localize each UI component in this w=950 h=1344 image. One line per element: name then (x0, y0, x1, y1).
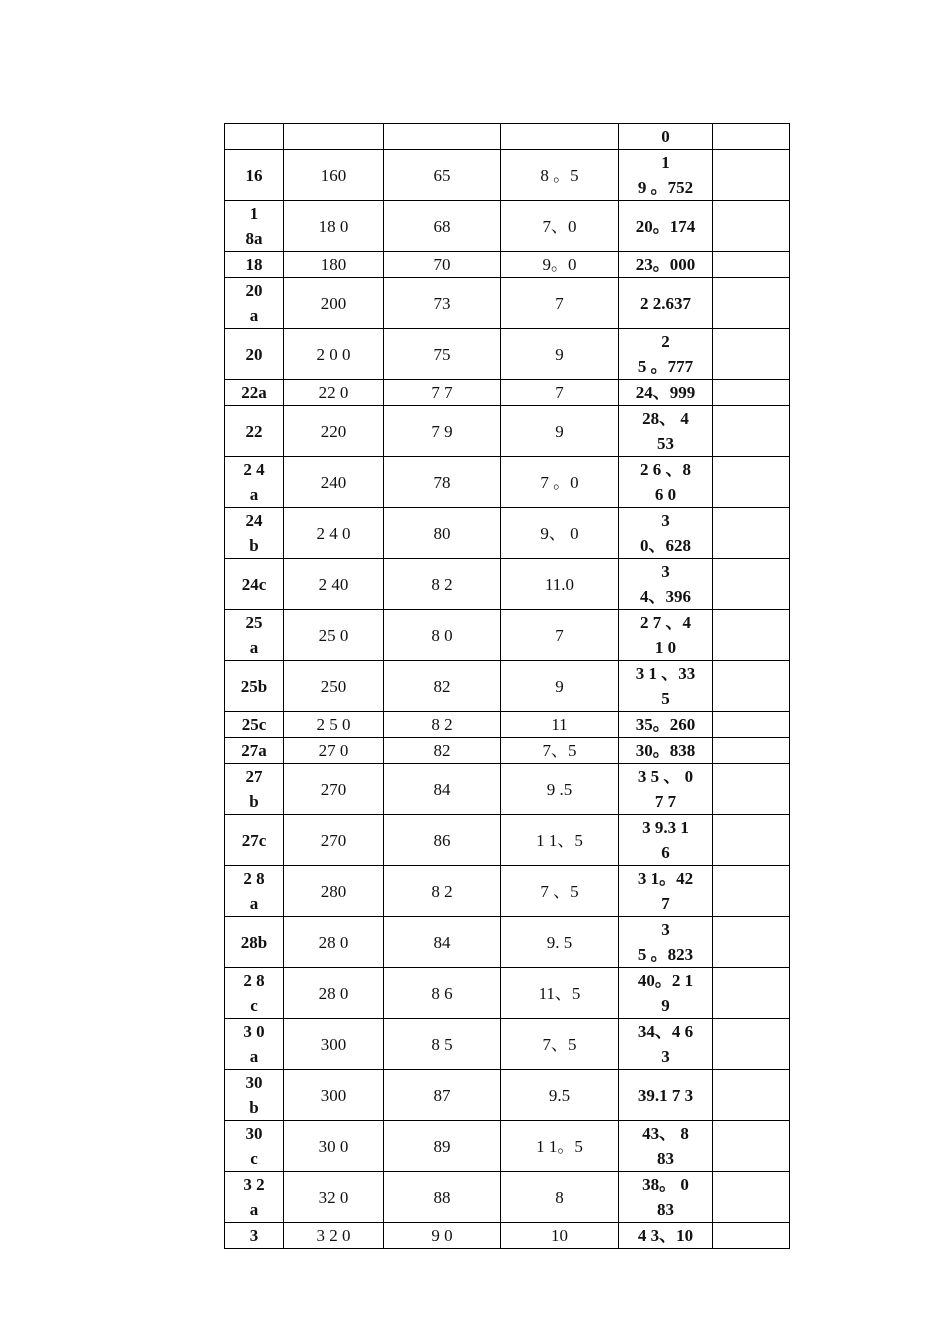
table-cell-col2: 2 0 0 (284, 329, 384, 380)
table-cell-col2: 3 2 0 (284, 1223, 384, 1249)
table-cell-col6 (713, 1172, 790, 1223)
table-cell-col5: 4 3、10 (619, 1223, 713, 1249)
table-cell-col2: 27 0 (284, 738, 384, 764)
table-cell-col1: 27c (225, 815, 284, 866)
table-cell-col3 (384, 124, 501, 150)
table-cell-col2: 240 (284, 457, 384, 508)
table-cell-col5: 3 9.3 1 6 (619, 815, 713, 866)
table-cell-col4: 9 .5 (501, 764, 619, 815)
table-cell-col4 (501, 124, 619, 150)
table-cell-col5: 20。174 (619, 201, 713, 252)
table-cell-col6 (713, 329, 790, 380)
table-cell-col5: 38。 0 83 (619, 1172, 713, 1223)
table-row (225, 764, 790, 815)
table-cell-col4: 7、5 (501, 1019, 619, 1070)
table-row (225, 508, 790, 559)
table-cell-col6 (713, 559, 790, 610)
table-cell-col4: 7 (501, 380, 619, 406)
table-cell-col4: 7、0 (501, 201, 619, 252)
table-cell-col3: 73 (384, 278, 501, 329)
table-cell-col4: 9 (501, 661, 619, 712)
table-cell-col5: 2 6 、8 6 0 (619, 457, 713, 508)
table-cell-col5: 3 1。42 7 (619, 866, 713, 917)
table-cell-col6 (713, 1121, 790, 1172)
table-cell-col4: 8 。5 (501, 150, 619, 201)
table-cell-col2: 25 0 (284, 610, 384, 661)
table-cell-col5: 3 0、628 (619, 508, 713, 559)
table-cell-col1: 22 (225, 406, 284, 457)
table-cell-col3: 84 (384, 764, 501, 815)
table-cell-col3: 7 7 (384, 380, 501, 406)
table-cell-col6 (713, 278, 790, 329)
table-cell-col6 (713, 764, 790, 815)
table-cell-col4: 9. 5 (501, 917, 619, 968)
table-cell-col6 (713, 124, 790, 150)
table-cell-col1: 3 0 a (225, 1019, 284, 1070)
table-cell-col2: 270 (284, 764, 384, 815)
table-cell-col3: 70 (384, 252, 501, 278)
table-cell-col3: 88 (384, 1172, 501, 1223)
table-cell-col2: 160 (284, 150, 384, 201)
table-cell-col2: 180 (284, 252, 384, 278)
table-row (225, 1121, 790, 1172)
table-row (225, 201, 790, 252)
table-cell-col3: 9 0 (384, 1223, 501, 1249)
table-cell-col3: 75 (384, 329, 501, 380)
table-cell-col3: 78 (384, 457, 501, 508)
table-row (225, 712, 790, 738)
table-cell-col4: 7、5 (501, 738, 619, 764)
table-cell-col1: 25b (225, 661, 284, 712)
table-row (225, 866, 790, 917)
table-cell-col1: 27 b (225, 764, 284, 815)
table-cell-col5: 43、 8 83 (619, 1121, 713, 1172)
table-cell-col2: 32 0 (284, 1172, 384, 1223)
table-cell-col1: 30 c (225, 1121, 284, 1172)
table-cell-col3: 8 6 (384, 968, 501, 1019)
table-cell-col3: 8 2 (384, 712, 501, 738)
table-cell-col4: 10 (501, 1223, 619, 1249)
table-cell-col6 (713, 866, 790, 917)
table-cell-col1: 24c (225, 559, 284, 610)
table-cell-col1: 30 b (225, 1070, 284, 1121)
table-cell-col5: 3 5 。823 (619, 917, 713, 968)
table-cell-col2: 270 (284, 815, 384, 866)
table-cell-col1: 16 (225, 150, 284, 201)
table-cell-col1: 24 b (225, 508, 284, 559)
table-cell-col2: 2 4 0 (284, 508, 384, 559)
table-cell-col3: 86 (384, 815, 501, 866)
table-cell-col2: 250 (284, 661, 384, 712)
table-cell-col1: 3 2 a (225, 1172, 284, 1223)
spec-table (224, 123, 790, 1249)
table-cell-col6 (713, 712, 790, 738)
table-cell-col5: 28、 4 53 (619, 406, 713, 457)
table-cell-col1: 2 4 a (225, 457, 284, 508)
table-cell-col1: 28b (225, 917, 284, 968)
table-cell-col2: 2 5 0 (284, 712, 384, 738)
table-cell-col5: 24、999 (619, 380, 713, 406)
table-cell-col2: 280 (284, 866, 384, 917)
table-cell-col6 (713, 1223, 790, 1249)
table-cell-col6 (713, 968, 790, 1019)
table-cell-col1: 2 8 a (225, 866, 284, 917)
table-cell-col1: 3 (225, 1223, 284, 1249)
table-row (225, 1172, 790, 1223)
table-cell-col5: 1 9 。752 (619, 150, 713, 201)
table-row (225, 968, 790, 1019)
table-cell-col1: 27a (225, 738, 284, 764)
table-cell-col5: 2 7 、4 1 0 (619, 610, 713, 661)
table-row (225, 610, 790, 661)
table-row (225, 329, 790, 380)
table-cell-col3: 7 9 (384, 406, 501, 457)
table-row (225, 815, 790, 866)
table-cell-col5: 34、4 6 3 (619, 1019, 713, 1070)
table-cell-col1: 20 (225, 329, 284, 380)
table-cell-col1: 25c (225, 712, 284, 738)
table-row (225, 252, 790, 278)
table-cell-col2: 200 (284, 278, 384, 329)
table-cell-col4: 8 (501, 1172, 619, 1223)
table-cell-col1: 22a (225, 380, 284, 406)
table-cell-col6 (713, 201, 790, 252)
table-cell-col4: 11 (501, 712, 619, 738)
table-cell-col5: 0 (619, 124, 713, 150)
table-cell-col5: 2 5 。777 (619, 329, 713, 380)
table-cell-col2: 300 (284, 1019, 384, 1070)
table-row (225, 738, 790, 764)
table-cell-col3: 89 (384, 1121, 501, 1172)
table-cell-col3: 8 0 (384, 610, 501, 661)
table-cell-col1: 20 a (225, 278, 284, 329)
table-row (225, 1223, 790, 1249)
table-cell-col6 (713, 1019, 790, 1070)
table-body (225, 124, 790, 1249)
table-cell-col3: 8 2 (384, 866, 501, 917)
table-cell-col2: 18 0 (284, 201, 384, 252)
table-cell-col3: 87 (384, 1070, 501, 1121)
table-cell-col5: 39.1 7 3 (619, 1070, 713, 1121)
table-cell-col4: 7 。0 (501, 457, 619, 508)
table-cell-col6 (713, 406, 790, 457)
table-cell-col5: 3 5 、 0 7 7 (619, 764, 713, 815)
table-cell-col5: 40。2 1 9 (619, 968, 713, 1019)
table-row (225, 406, 790, 457)
table-cell-col4: 1 1、5 (501, 815, 619, 866)
table-cell-col6 (713, 815, 790, 866)
table-cell-col6 (713, 380, 790, 406)
table-cell-col4: 9、 0 (501, 508, 619, 559)
table-cell-col6 (713, 661, 790, 712)
table-cell-col4: 7 、5 (501, 866, 619, 917)
table-cell-col4: 1 1。5 (501, 1121, 619, 1172)
table-cell-col6 (713, 457, 790, 508)
table-cell-col2: 2 40 (284, 559, 384, 610)
table-cell-col5: 30。838 (619, 738, 713, 764)
table-cell-col2: 30 0 (284, 1121, 384, 1172)
table-cell-col2: 28 0 (284, 917, 384, 968)
table-row (225, 1019, 790, 1070)
table-row (225, 457, 790, 508)
table-cell-col1: 18 (225, 252, 284, 278)
table-cell-col3: 8 5 (384, 1019, 501, 1070)
table-cell-col1: 25 a (225, 610, 284, 661)
table-cell-col4: 7 (501, 278, 619, 329)
table-cell-col5: 2 2.637 (619, 278, 713, 329)
table-cell-col2: 22 0 (284, 380, 384, 406)
table-row (225, 661, 790, 712)
table-cell-col4: 9 (501, 329, 619, 380)
table-cell-col4: 11、5 (501, 968, 619, 1019)
table-cell-col2: 28 0 (284, 968, 384, 1019)
table-cell-col6 (713, 1070, 790, 1121)
table-cell-col4: 7 (501, 610, 619, 661)
table-cell-col6 (713, 150, 790, 201)
table-row (225, 380, 790, 406)
table-cell-col3: 68 (384, 201, 501, 252)
table-cell-col1: 2 8 c (225, 968, 284, 1019)
table-row (225, 150, 790, 201)
table-cell-col3: 84 (384, 917, 501, 968)
table-cell-col2: 220 (284, 406, 384, 457)
table-cell-col6 (713, 917, 790, 968)
table-cell-col4: 9 (501, 406, 619, 457)
table-cell-col6 (713, 252, 790, 278)
table-cell-col6 (713, 738, 790, 764)
table-cell-col5: 23。000 (619, 252, 713, 278)
table-cell-col3: 65 (384, 150, 501, 201)
table-row (225, 1070, 790, 1121)
table-row (225, 278, 790, 329)
table-cell-col2: 300 (284, 1070, 384, 1121)
table-cell-col3: 80 (384, 508, 501, 559)
table-cell-col5: 3 4、396 (619, 559, 713, 610)
table-cell-col3: 8 2 (384, 559, 501, 610)
table-cell-col4: 9。0 (501, 252, 619, 278)
table-cell-col3: 82 (384, 661, 501, 712)
table-row (225, 559, 790, 610)
table-cell-col3: 82 (384, 738, 501, 764)
table-cell-col2 (284, 124, 384, 150)
table-cell-col5: 35。260 (619, 712, 713, 738)
table-row (225, 917, 790, 968)
table-cell-col6 (713, 610, 790, 661)
table-row (225, 124, 790, 150)
table-cell-col1 (225, 124, 284, 150)
table-cell-col6 (713, 508, 790, 559)
table-cell-col4: 11.0 (501, 559, 619, 610)
table-cell-col1: 1 8a (225, 201, 284, 252)
table-cell-col4: 9.5 (501, 1070, 619, 1121)
table-cell-col5: 3 1 、33 5 (619, 661, 713, 712)
